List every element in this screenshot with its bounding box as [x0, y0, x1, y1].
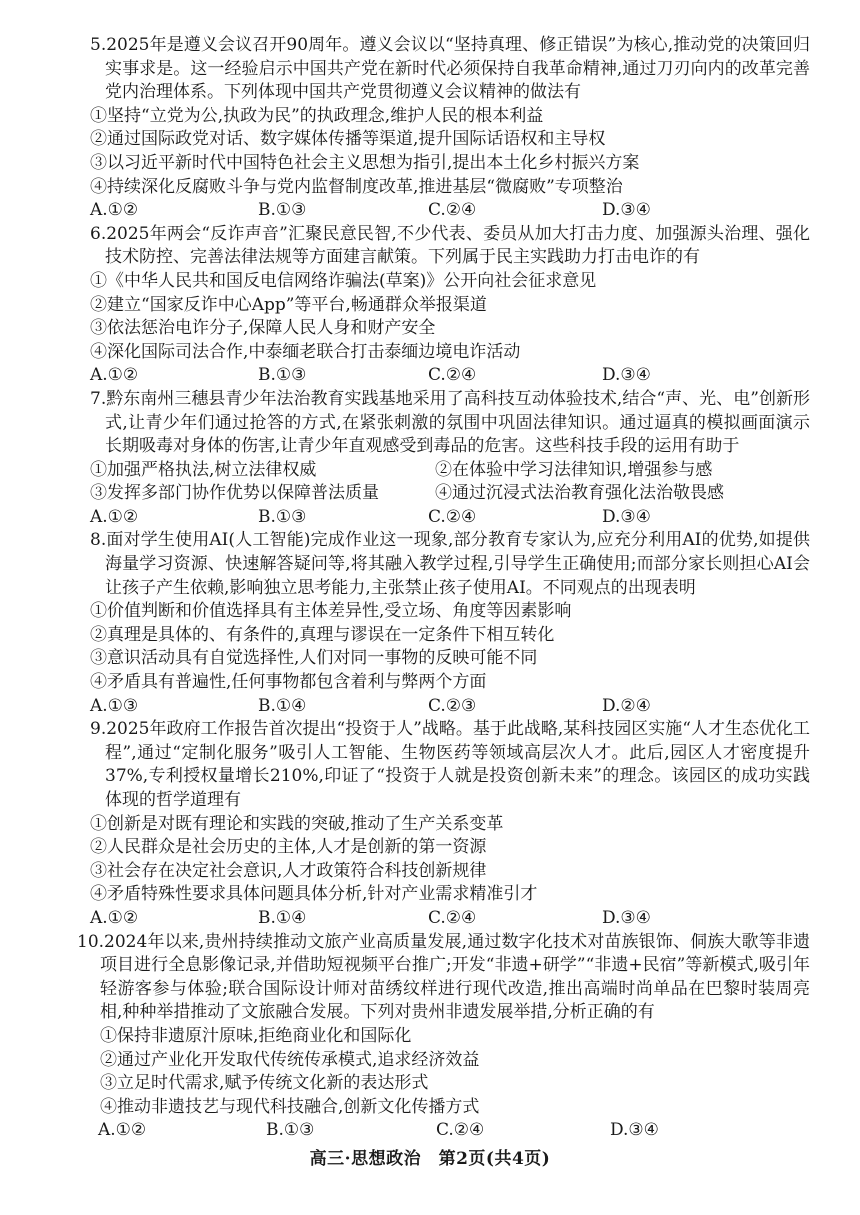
- answer-choices: [90, 695, 810, 719]
- option-statement: ④通过沉浸式法治教育强化法治敬畏感: [435, 483, 724, 504]
- option-statement: ④矛盾具有普遍性,任何事物都包含着利与弊两个方面: [90, 672, 487, 693]
- answer-choice-c: C.②④: [428, 907, 477, 928]
- option-statement: ②通过国际政党对话、数字媒体传播等渠道,提升国际话语权和主导权: [90, 129, 606, 150]
- option-statement: ②建立“国家反诈中心App”等平台,畅通群众举报渠道: [90, 294, 487, 315]
- option-statement: ①价值判断和价值选择具有主体差异性,受立场、角度等因素影响: [90, 601, 572, 622]
- option-statement: ③社会存在决定社会意识,人才政策符合科技创新规律: [90, 860, 487, 881]
- question-7: [90, 388, 810, 530]
- answer-choice-d: D.③④: [602, 200, 651, 221]
- answer-choice-a: A.①③: [90, 695, 139, 716]
- answer-choice-d: D.③④: [610, 1120, 659, 1141]
- option-statement: ④推动非遗技艺与现代科技融合,创新文化传播方式: [100, 1096, 480, 1117]
- answer-choice-c: C.②④: [436, 1120, 485, 1141]
- option-row: [90, 482, 810, 506]
- answer-choice-c: C.②③: [428, 695, 477, 716]
- question-9: [90, 718, 810, 930]
- option-statement: ③以习近平新时代中国特色社会主义思想为指引,提出本土化乡村振兴方案: [90, 152, 640, 173]
- option-statement: ②在体验中学习法律知识,增强参与感: [435, 459, 713, 480]
- answer-choices: [90, 907, 810, 931]
- question-stem: 7.黔东南州三穗县青少年法治教育实践基地采用了高科技互动体验技术,结合“声、光、电”创新形式,让青少年们通过抢答的方式,在紧张刺激的氛围中巩固法律知识。通过逼真的模拟画面演示长期吸毒对身体的伤害,让青少年直观感受到毒品的危害。这些科技手段的运用有助于: [90, 388, 810, 457]
- answer-choice-d: D.②④: [602, 695, 651, 716]
- option-statement: ③发挥多部门协作优势以保障普法质量: [90, 483, 379, 504]
- answer-choice-b: B.①③: [258, 506, 307, 527]
- option-row: [90, 459, 810, 483]
- option-statement: ①保持非遗原汁原味,拒绝商业化和国际化: [100, 1025, 412, 1046]
- answer-choice-a: A.①②: [90, 200, 139, 221]
- answer-choice-d: D.③④: [602, 365, 651, 386]
- answer-choice-d: D.③④: [602, 907, 651, 928]
- option-statement: ③意识活动具有自觉选择性,人们对同一事物的反映可能不同: [90, 648, 538, 669]
- answer-choice-a: A.①②: [90, 506, 139, 527]
- answer-choices: [90, 1119, 810, 1143]
- answer-choice-a: A.①②: [90, 365, 139, 386]
- option-statement: ③依法惩治电诈分子,保障人民人身和财产安全: [90, 318, 436, 339]
- option-statement: ④深化国际司法合作,中泰缅老联合打击泰缅边境电诈活动: [90, 341, 521, 362]
- option-statement: ①创新是对既有理论和实践的突破,推动了生产关系变革: [90, 813, 504, 834]
- option-statement: ④矛盾特殊性要求具体问题具体分析,针对产业需求精准引才: [90, 884, 538, 905]
- option-statement: ④持续深化反腐败斗争与党内监督制度改革,推进基层“微腐败”专项整治: [90, 176, 623, 197]
- answer-choice-b: B.①③: [266, 1120, 315, 1141]
- option-statement: ②通过产业化开发取代传统传承模式,追求经济效益: [100, 1049, 480, 1070]
- question-10: [77, 931, 810, 1143]
- page-footer: 高三·思想政治 第2页(共4页): [309, 1149, 551, 1169]
- answer-choice-d: D.③④: [602, 506, 651, 527]
- option-statement: ②人民群众是社会历史的主体,人才是创新的第一资源: [90, 837, 487, 858]
- answer-choices: [90, 199, 810, 223]
- answer-choice-c: C.②④: [428, 506, 477, 527]
- answer-choice-a: A.①②: [98, 1120, 147, 1141]
- option-statement: ②真理是具体的、有条件的,真理与谬误在一定条件下相互转化: [90, 624, 555, 645]
- question-stem: 8.面对学生使用AI(人工智能)完成作业这一现象,部分教育专家认为,应充分利用AI的优势,如提供海量学习资源、快速解答疑问等,将其融入教学过程,引导学生正确使用;而部分家长则担心AI会让孩子产生依赖,影响独立思考能力,主张禁止孩子使用AI。不同观点的出现表明: [90, 530, 810, 598]
- answer-choices: [90, 364, 810, 388]
- answer-choice-b: B.①④: [258, 695, 307, 716]
- option-statement: ③立足时代需求,赋予传统文化新的表达形式: [100, 1073, 429, 1094]
- question-stem: 10.2024年以来,贵州持续推动文旅产业高质量发展,通过数字化技术对苗族银饰、侗族大歌等非遗项目进行全息影像记录,并借助短视频平台推广;开发“非遗+研学”“非遗+民宿”等新模式,吸引年轻游客参与体验;联合国际设计师对苗绣纹样进行现代改造,推出高端时尚单品在巴黎时装周亮相,种种举措推动了文旅融合发展。下列对贵州非遗发展举措,分析正确的有: [77, 931, 810, 1023]
- option-statement: ①加强严格执法,树立法律权威: [90, 459, 317, 480]
- option-statement: ①《中华人民共和国反电信网络诈骗法(草案)》公开向社会征求意见: [90, 270, 597, 291]
- question-6: [90, 223, 810, 388]
- answer-choice-b: B.①④: [258, 907, 307, 928]
- question-stem: 6.2025年两会“反诈声音”汇聚民意民智,不少代表、委员从加大打击力度、加强源头治理、强化技术防控、完善法律法规等方面建言献策。下列属于民主实践助力打击电诈的有: [90, 223, 810, 268]
- answer-choice-b: B.①③: [258, 365, 307, 386]
- answer-choice-c: C.②④: [428, 200, 477, 221]
- question-stem: 5.2025年是遵义会议召开90周年。遵义会议以“坚持真理、修正错误”为核心,推动党的决策回归实事求是。这一经验启示中国共产党在新时代必须保持自我革命精神,通过刀刃向内的改革完善党内治理体系。下列体现中国共产党贯彻遵义会议精神的做法有: [90, 35, 810, 103]
- option-statement: ①坚持“立党为公,执政为民”的执政理念,维护人民的根本利益: [90, 105, 544, 126]
- answer-choice-a: A.①②: [90, 907, 139, 928]
- answer-choice-c: C.②④: [428, 365, 477, 386]
- exam-page: [77, 34, 810, 1143]
- question-5: [90, 34, 810, 223]
- answer-choice-b: B.①③: [258, 200, 307, 221]
- question-8: [90, 529, 810, 718]
- question-stem: 9.2025年政府工作报告首次提出“投资于人”战略。基于此战略,某科技园区实施“人才生态优化工程”,通过“定制化服务”吸引人工智能、生物医药等领域高层次人才。此后,园区人才密度提升37%,专利授权量增长210%,印证了“投资于人就是投资创新未来”的理念。该园区的成功实践体现的哲学道理有: [90, 719, 810, 810]
- answer-choices: [90, 506, 810, 530]
